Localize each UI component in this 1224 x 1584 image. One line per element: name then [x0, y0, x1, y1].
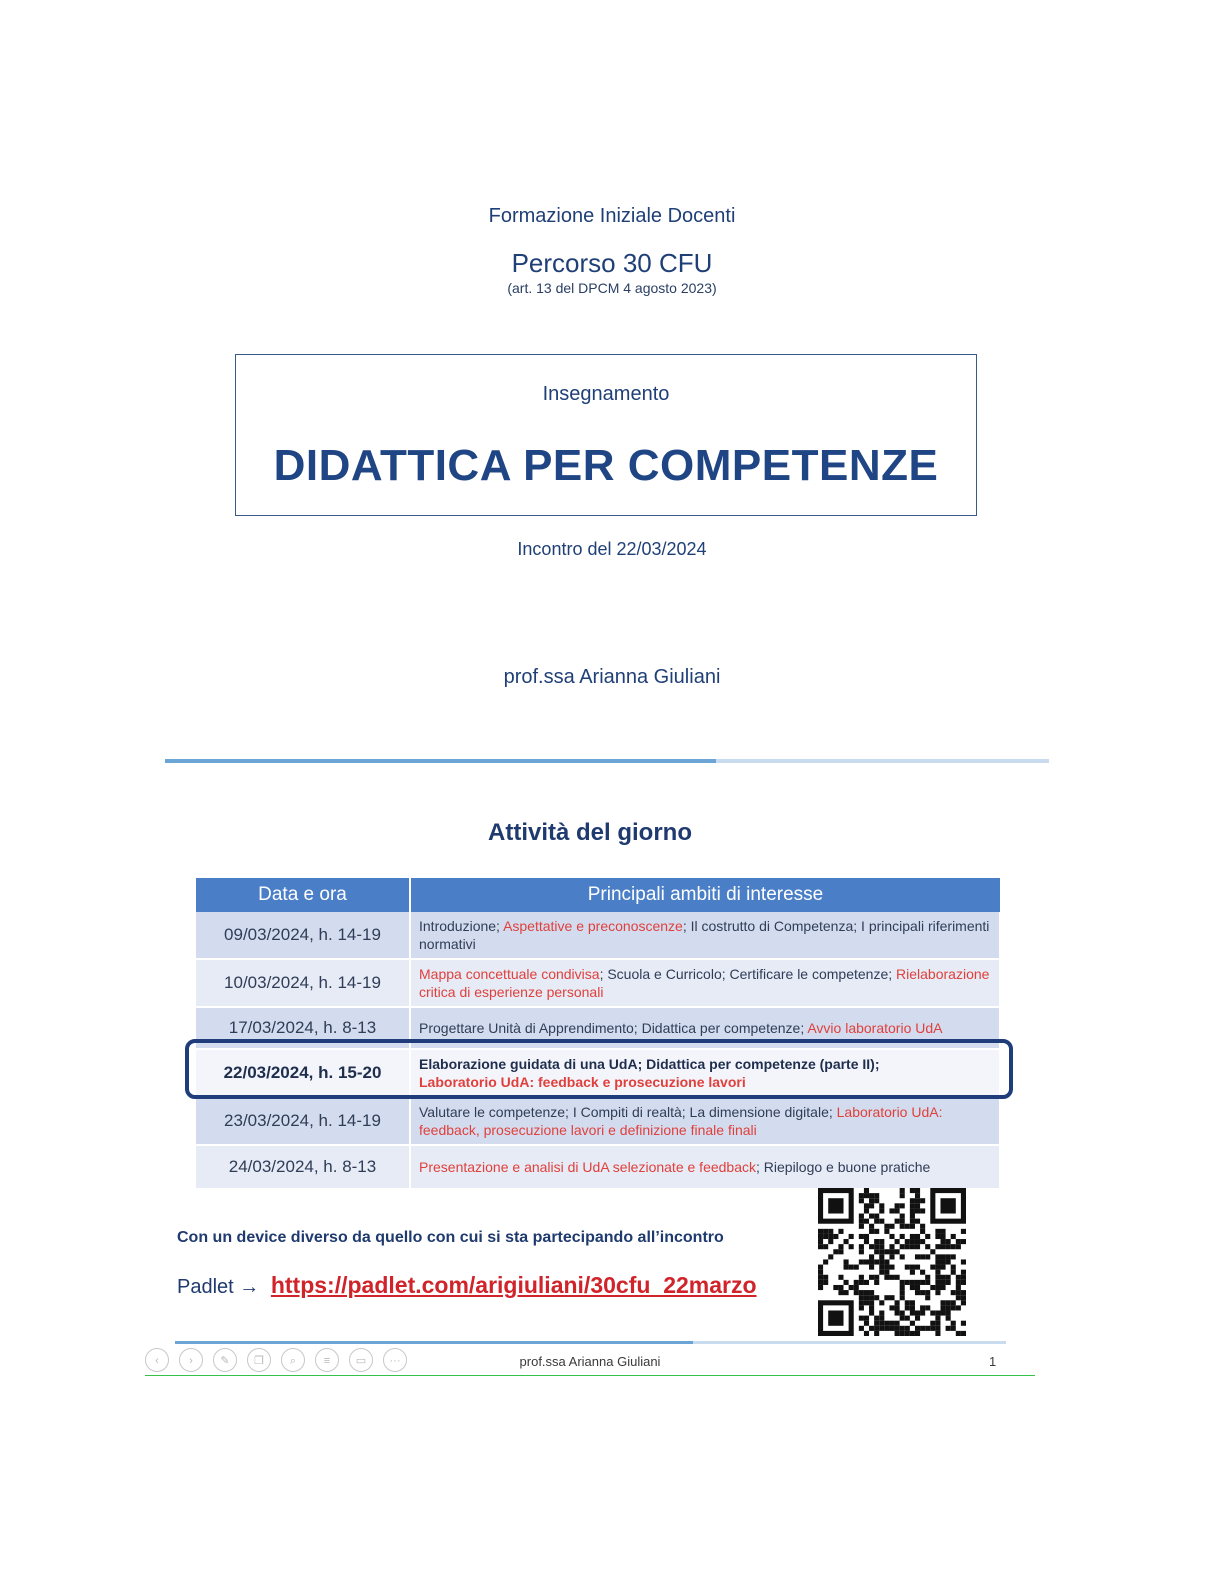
course-title-box [235, 354, 977, 516]
row-date: 23/03/2024, h. 14-19 [196, 1097, 410, 1145]
slide-title: Attività del giorno [488, 819, 692, 846]
program-name: Formazione Iniziale Docenti [488, 205, 736, 227]
topic-text: ; Il costrutto di Competenza; I principali riferimenti normativi [419, 918, 990, 952]
prev-icon[interactable]: ‹ [145, 1348, 169, 1372]
table-header-row [196, 878, 1000, 912]
menu-icon[interactable]: ≡ [315, 1348, 339, 1372]
more-icon[interactable]: ··· [383, 1348, 407, 1372]
footer-divider-progress [175, 1341, 693, 1344]
device-note: Con un device diverso da quello con cui si sta partecipando all’incontro [177, 1229, 724, 1246]
topic-highlight: Mappa concettuale condivisa [419, 966, 600, 982]
author-name: prof.ssa Arianna Giuliani [503, 666, 721, 688]
padlet-row [177, 1272, 757, 1299]
table-row [196, 1097, 1000, 1145]
legal-reference: (art. 13 del DPCM 4 agosto 2023) [507, 280, 717, 296]
column-header-topics: Principali ambiti di interesse [410, 878, 1000, 912]
qr-code[interactable] [818, 1188, 966, 1336]
course-path: Percorso 30 CFU [511, 248, 713, 278]
meeting-date: Incontro del 22/03/2024 [517, 539, 707, 559]
row-topics [410, 1145, 1000, 1189]
next-icon[interactable]: › [179, 1348, 203, 1372]
schedule-table [196, 878, 1001, 1190]
viewport-edge-line [145, 1375, 1035, 1376]
table-row [196, 912, 1000, 959]
row-date: 22/03/2024, h. 15-20 [196, 1049, 410, 1097]
table-row [196, 1145, 1000, 1189]
column-header-date: Data e ora [196, 878, 410, 912]
current-session-highlight [185, 1039, 1013, 1099]
topic-highlight: Laboratorio UdA: feedback, prosecuzione lavori e definizione finale finali [419, 1104, 943, 1138]
table-row [196, 959, 1000, 1007]
topic-text: Introduzione; [419, 918, 504, 934]
footer-divider-rest [693, 1341, 1006, 1344]
topic-highlight: Avvio laboratorio UdA [807, 1020, 943, 1036]
row-topics [410, 959, 1000, 1007]
slide-divider-progress [165, 759, 716, 763]
box-label: Insegnamento [542, 383, 670, 405]
page-number: 1 [989, 1354, 997, 1369]
topic-text: ; Riepilogo e buone pratiche [756, 1159, 931, 1175]
row-date: 10/03/2024, h. 14-19 [196, 959, 410, 1007]
topic-text: Elaborazione guidata di una UdA; Didattica per competenze (parte II); [419, 1056, 880, 1072]
row-date: 09/03/2024, h. 14-19 [196, 912, 410, 959]
topic-highlight: Laboratorio UdA: feedback e prosecuzione lavori [419, 1074, 746, 1090]
slide-divider-rest [716, 759, 1049, 763]
footer-author: prof.ssa Arianna Giuliani [519, 1354, 661, 1369]
copy-icon[interactable]: ❐ [247, 1348, 271, 1372]
padlet-label: Padlet [177, 1276, 234, 1298]
row-topics [410, 1097, 1000, 1145]
topic-highlight: Presentazione e analisi di UdA selezionate e feedback [419, 1159, 756, 1175]
pen-icon[interactable]: ✎ [213, 1348, 237, 1372]
topic-text: Valutare le competenze; I Compiti di realtà; La dimensione digitale; [419, 1104, 837, 1120]
row-date: 24/03/2024, h. 8-13 [196, 1145, 410, 1189]
row-date: 17/03/2024, h. 8-13 [196, 1007, 410, 1049]
topic-text: Progettare Unità di Apprendimento; Didattica per competenze; [419, 1020, 808, 1036]
video-icon[interactable]: ▭ [349, 1348, 373, 1372]
arrow-icon: → [239, 1276, 260, 1298]
topic-highlight: Rielaborazione critica di esperienze personali [419, 966, 990, 1000]
topic-highlight: Aspettative e preconoscenze [503, 918, 683, 934]
padlet-link[interactable]: https://padlet.com/arigiuliani/30cfu_22marzo [270, 1272, 757, 1298]
row-topics [410, 912, 1000, 959]
zoom-icon[interactable]: ⌕ [281, 1348, 305, 1372]
topic-text: ; Scuola e Curricolo; Certificare le competenze; [599, 966, 897, 982]
course-title: DIDATTICA PER COMPETENZE [273, 441, 939, 490]
